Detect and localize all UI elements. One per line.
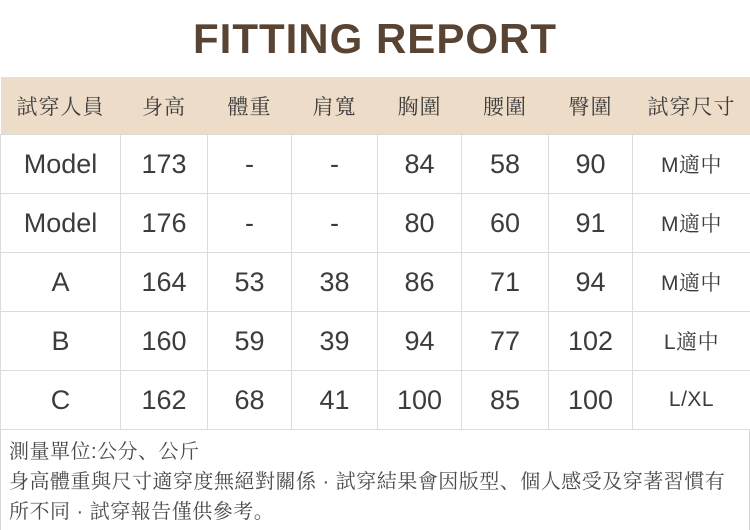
column-header-shoulder: 肩寬 <box>292 77 378 135</box>
cell-chest: 100 <box>378 371 462 430</box>
cell-height: 164 <box>121 253 208 312</box>
cell-shoulder: 38 <box>292 253 378 312</box>
cell-tester: Model <box>1 194 121 253</box>
column-header-size: 試穿尺寸 <box>633 77 750 135</box>
cell-hip: 91 <box>549 194 633 253</box>
column-header-weight: 體重 <box>208 77 292 135</box>
table-row <box>1 253 750 312</box>
cell-waist: 77 <box>462 312 549 371</box>
footnote-units: 測量單位:公分、公斤 <box>9 441 200 463</box>
footnote-box <box>0 430 750 530</box>
column-header-height: 身高 <box>121 77 208 135</box>
cell-size: L適中 <box>633 312 750 371</box>
cell-chest: 80 <box>378 194 462 253</box>
cell-hip: 90 <box>549 135 633 194</box>
cell-height: 176 <box>121 194 208 253</box>
cell-shoulder: - <box>292 194 378 253</box>
column-header-chest: 胸圍 <box>378 77 462 135</box>
cell-hip: 102 <box>549 312 633 371</box>
cell-tester: Model <box>1 135 121 194</box>
cell-shoulder: - <box>292 135 378 194</box>
cell-size: L/XL <box>633 371 750 430</box>
column-header-waist: 腰圍 <box>462 77 549 135</box>
table-row <box>1 312 750 371</box>
cell-waist: 60 <box>462 194 549 253</box>
cell-height: 162 <box>121 371 208 430</box>
cell-height: 173 <box>121 135 208 194</box>
cell-size: M適中 <box>633 253 750 312</box>
page-title: FITTING REPORT <box>193 15 557 62</box>
cell-height: 160 <box>121 312 208 371</box>
cell-chest: 84 <box>378 135 462 194</box>
cell-hip: 100 <box>549 371 633 430</box>
fitting-table <box>0 77 750 430</box>
cell-weight: 68 <box>208 371 292 430</box>
cell-weight: - <box>208 135 292 194</box>
table-row <box>1 371 750 430</box>
cell-chest: 94 <box>378 312 462 371</box>
table-row <box>1 194 750 253</box>
cell-tester: A <box>1 253 121 312</box>
cell-shoulder: 41 <box>292 371 378 430</box>
cell-waist: 71 <box>462 253 549 312</box>
cell-weight: 59 <box>208 312 292 371</box>
cell-tester: C <box>1 371 121 430</box>
footnote-disclaimer: 身高體重與尺寸適穿度無絕對關係 · 試穿結果會因版型、個人感受及穿著習慣有所不同 · 試穿報告僅供參考。 <box>9 471 726 523</box>
cell-waist: 85 <box>462 371 549 430</box>
cell-hip: 94 <box>549 253 633 312</box>
table-header-row <box>1 77 750 135</box>
cell-size: M適中 <box>633 135 750 194</box>
column-header-hip: 臀圍 <box>549 77 633 135</box>
cell-shoulder: 39 <box>292 312 378 371</box>
cell-size: M適中 <box>633 194 750 253</box>
cell-tester: B <box>1 312 121 371</box>
cell-weight: 53 <box>208 253 292 312</box>
table-row <box>1 135 750 194</box>
column-header-tester: 試穿人員 <box>1 77 121 135</box>
cell-waist: 58 <box>462 135 549 194</box>
cell-weight: - <box>208 194 292 253</box>
cell-chest: 86 <box>378 253 462 312</box>
